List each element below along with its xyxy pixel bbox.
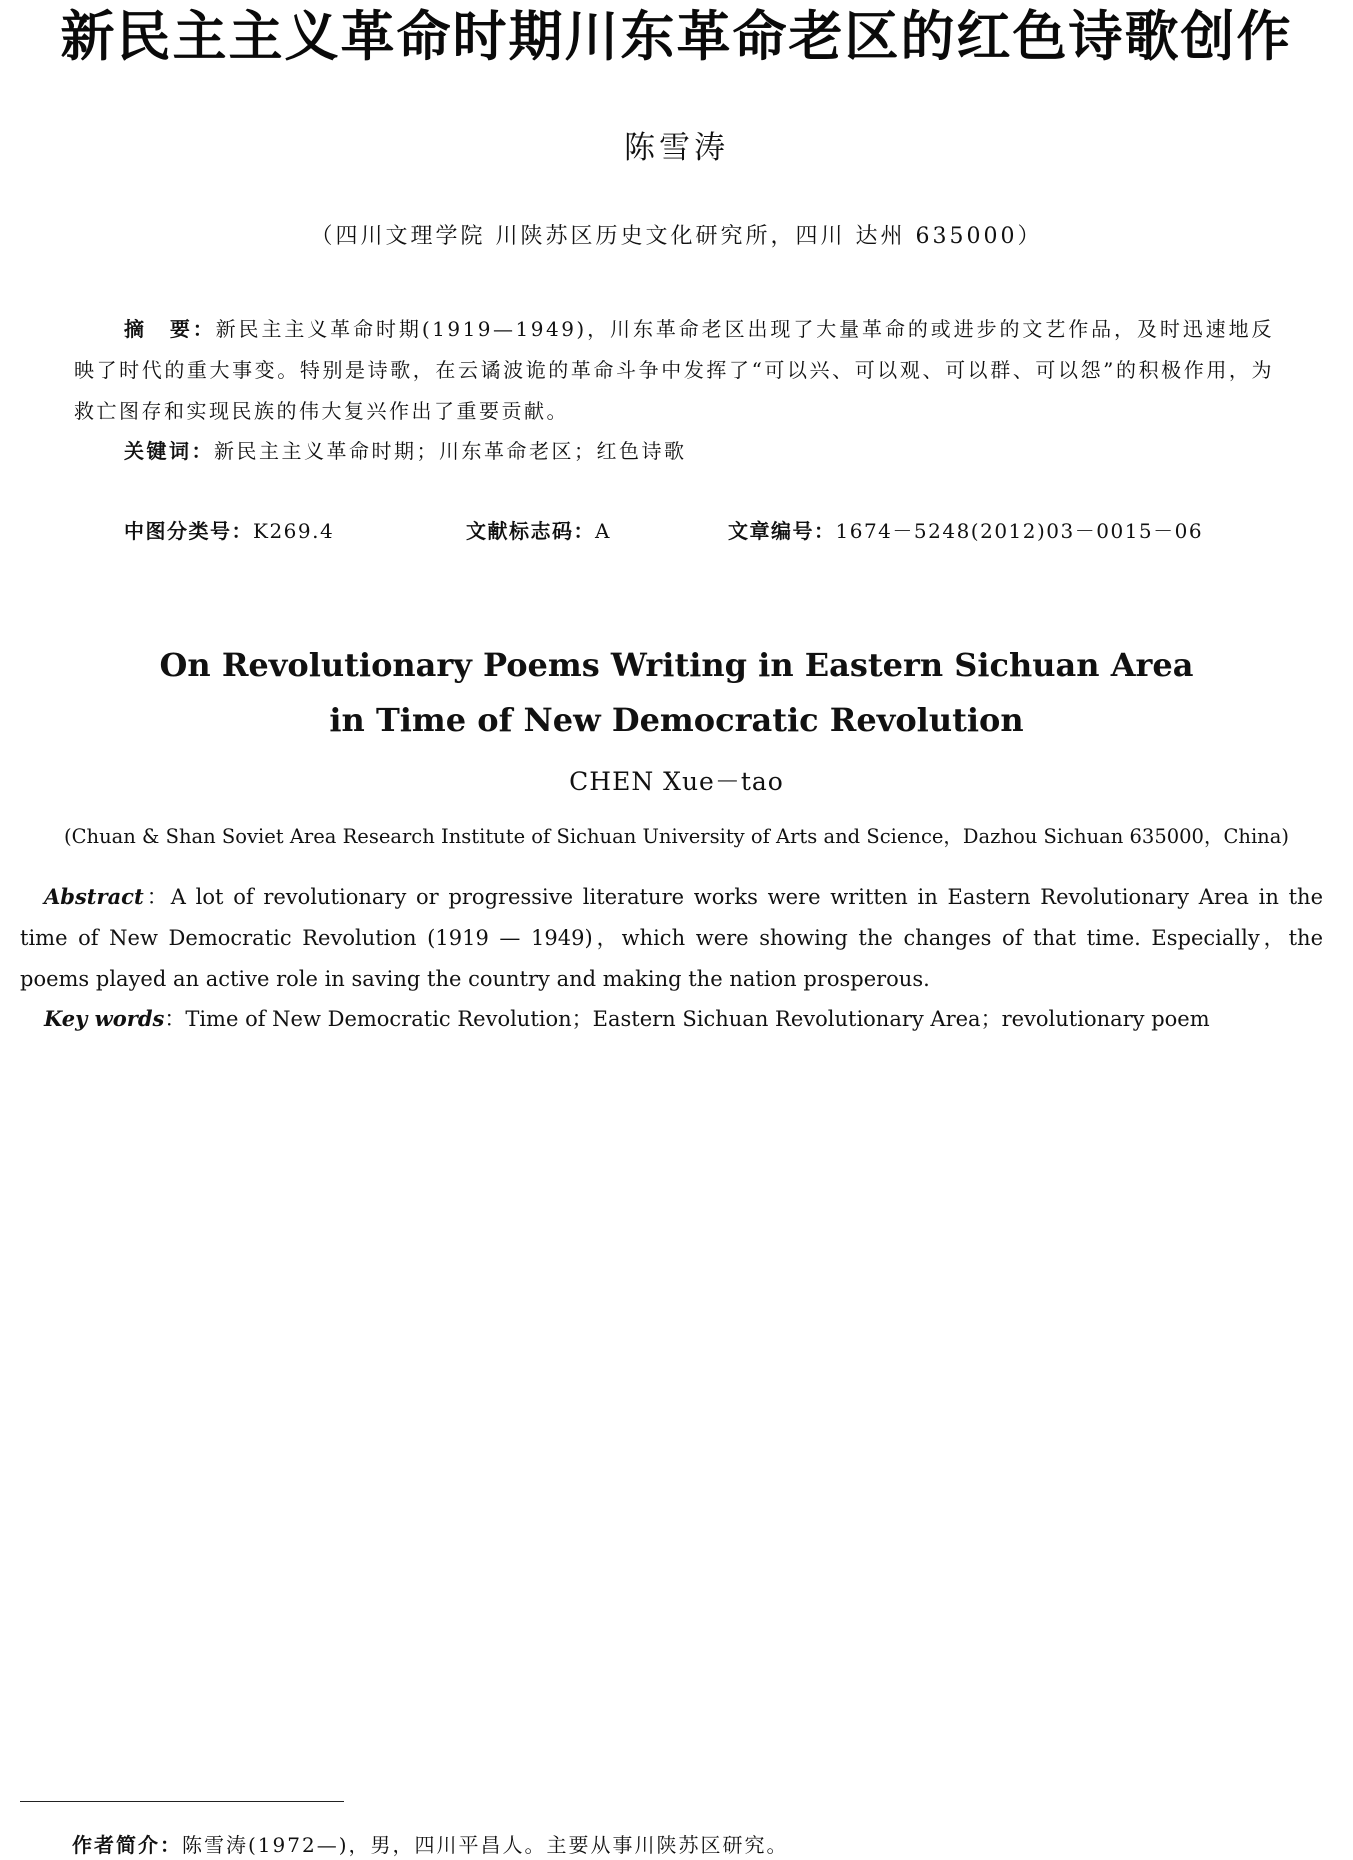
clc-label: 中图分类号： <box>124 519 253 543</box>
english-title-line-1: On Revolutionary Poems Writing in Eastern Sichuan Area <box>159 646 1194 684</box>
document-code <box>466 514 611 548</box>
english-abstract-text: A lot of revolutionary or progressive literature works were written in Eastern Revolutionary Area in the time of New Democratic Revolution (1919 — 1949)，which were showing the changes of that time. Especially，the poems played an active role in saving the country and making the nation prosperous. <box>20 885 1324 991</box>
chinese-keywords-label: 关键词： <box>124 439 214 463</box>
clc-number <box>124 514 334 548</box>
english-abstract-label: Abstract <box>44 884 144 909</box>
english-keywords-separator: ： <box>164 1007 186 1031</box>
english-keywords <box>44 998 1334 1040</box>
english-abstract-separator: ： <box>143 885 171 909</box>
author-bio-text: 陈雪涛(1972—)，男，四川平昌人。主要从事川陕苏区研究。 <box>182 1833 789 1857</box>
english-abstract <box>20 876 1323 1000</box>
chinese-affiliation: （四川文理学院 川陕苏区历史文化研究所，四川 达州 635000） <box>310 224 1043 249</box>
document-code-value: A <box>595 519 611 543</box>
footnote-divider <box>20 1801 344 1802</box>
clc-value: K269.4 <box>253 519 335 543</box>
english-title-line-2: in Time of New Democratic Revolution <box>329 701 1024 739</box>
author-bio-footnote <box>72 1830 789 1860</box>
article-number-value: 1674－5248(2012)03－0015－06 <box>835 519 1204 543</box>
chinese-keywords <box>124 433 1284 469</box>
author-bio-label: 作者简介： <box>72 1833 182 1857</box>
article-number-label: 文章编号： <box>728 519 836 543</box>
chinese-abstract <box>74 309 1274 432</box>
document-code-label: 文献标志码： <box>466 519 595 543</box>
chinese-abstract-text: 新民主主义革命时期(1919—1949)，川东革命老区出现了大量革命的或进步的文艺作品，及时迅速地反映了时代的重大事变。特别是诗歌，在云谲波诡的革命斗争中发挥了“可以兴、可以观、可以群、可以怨”的积极作用，为救亡图存和实现民族的伟大复兴作出了重要贡献。 <box>74 317 1274 423</box>
english-keywords-label: Key words <box>44 1006 165 1031</box>
english-keywords-text: Time of New Democratic Revolution；Eastern Sichuan Revolutionary Area；revolutionary poem <box>185 1007 1210 1031</box>
english-affiliation: (Chuan & Shan Soviet Area Research Institute of Sichuan University of Arts and Science，Dazhou Sichuan 635000，China) <box>64 825 1289 848</box>
chinese-keywords-text: 新民主主义革命时期；川东革命老区；红色诗歌 <box>214 439 687 463</box>
english-title <box>0 638 1353 748</box>
article-number <box>728 514 1203 548</box>
chinese-author: 陈雪涛 <box>624 130 729 166</box>
chinese-abstract-label: 摘 要： <box>124 317 216 341</box>
chinese-title: 新民主主义革命时期川东革命老区的红色诗歌创作 <box>60 5 1293 68</box>
english-author: CHEN Xue－tao <box>569 767 784 796</box>
